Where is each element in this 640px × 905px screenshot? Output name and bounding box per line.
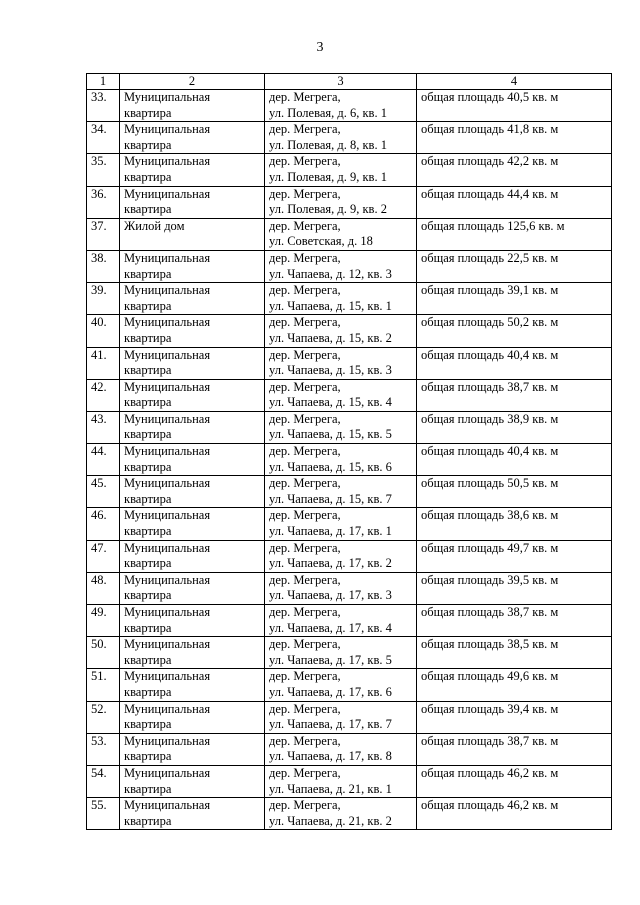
- area-cell: [417, 347, 612, 379]
- table-row: [87, 90, 612, 122]
- area-cell: [417, 701, 612, 733]
- row-number-cell: [87, 540, 120, 572]
- property-type-cell-line: Муниципальная: [124, 701, 211, 716]
- table-row: [87, 798, 612, 830]
- row-number-cell: [87, 154, 120, 186]
- property-type-cell: [120, 379, 265, 411]
- row-number-cell-line: 37.: [91, 218, 107, 233]
- property-type-cell-line: квартира: [124, 330, 172, 345]
- property-type-cell-line: Муниципальная: [124, 798, 211, 813]
- property-type-cell-line: квартира: [124, 169, 172, 184]
- area-cell-line: общая площадь 38,9 кв. м: [421, 411, 559, 426]
- row-number-cell-line: 44.: [91, 444, 107, 459]
- address-cell-line: дер. Мегрега,: [269, 540, 341, 555]
- row-number-cell: [87, 701, 120, 733]
- row-number-cell: [87, 798, 120, 830]
- property-type-cell: [120, 476, 265, 508]
- address-cell: [265, 669, 417, 701]
- area-cell-line: общая площадь 49,7 кв. м: [421, 540, 559, 555]
- property-type-cell: [120, 669, 265, 701]
- area-cell: [417, 444, 612, 476]
- table-row: [87, 765, 612, 797]
- table-body: [87, 90, 612, 830]
- address-cell-line: ул. Чапаева, д. 15, кв. 2: [269, 330, 392, 345]
- property-type-cell-line: квартира: [124, 684, 172, 699]
- row-number-cell: [87, 283, 120, 315]
- area-cell-line: общая площадь 39,5 кв. м: [421, 572, 559, 587]
- row-number-cell-line: 38.: [91, 250, 107, 265]
- row-number-cell-line: 35.: [91, 154, 107, 169]
- header-col-2: 2: [120, 74, 265, 90]
- property-type-cell: [120, 798, 265, 830]
- address-cell-line: дер. Мегрега,: [269, 315, 341, 330]
- address-cell: [265, 379, 417, 411]
- property-type-cell-line: Муниципальная: [124, 122, 211, 137]
- property-type-cell-line: Муниципальная: [124, 283, 211, 298]
- address-cell-line: дер. Мегрега,: [269, 508, 341, 523]
- property-type-cell-line: Муниципальная: [124, 379, 211, 394]
- property-type-cell-line: Муниципальная: [124, 733, 211, 748]
- address-cell: [265, 701, 417, 733]
- table-row: [87, 444, 612, 476]
- row-number-cell: [87, 572, 120, 604]
- address-cell-line: ул. Чапаева, д. 17, кв. 5: [269, 652, 392, 667]
- property-type-cell-line: квартира: [124, 137, 172, 152]
- address-cell-line: дер. Мегрега,: [269, 765, 341, 780]
- area-cell-line: общая площадь 125,6 кв. м: [421, 218, 565, 233]
- address-cell-line: дер. Мегрега,: [269, 444, 341, 459]
- property-type-cell-line: квартира: [124, 298, 172, 313]
- row-number-cell-line: 47.: [91, 540, 107, 555]
- header-col-3: 3: [265, 74, 417, 90]
- area-cell: [417, 605, 612, 637]
- row-number-cell-line: 45.: [91, 476, 107, 491]
- area-cell-line: общая площадь 50,2 кв. м: [421, 315, 559, 330]
- area-cell: [417, 154, 612, 186]
- property-type-cell: [120, 218, 265, 250]
- address-cell-line: ул. Чапаева, д. 15, кв. 7: [269, 491, 392, 506]
- address-cell: [265, 765, 417, 797]
- address-cell-line: ул. Чапаева, д. 12, кв. 3: [269, 266, 392, 281]
- table-row: [87, 476, 612, 508]
- table-row: [87, 250, 612, 282]
- property-type-cell-line: квартира: [124, 395, 172, 410]
- row-number-cell-line: 48.: [91, 572, 107, 587]
- row-number-cell: [87, 347, 120, 379]
- row-number-cell: [87, 476, 120, 508]
- property-type-cell-line: квартира: [124, 427, 172, 442]
- row-number-cell: [87, 733, 120, 765]
- property-type-cell: [120, 605, 265, 637]
- address-cell-line: дер. Мегрега,: [269, 90, 341, 104]
- row-number-cell-line: 53.: [91, 733, 107, 748]
- area-cell-line: общая площадь 41,8 кв. м: [421, 122, 559, 137]
- address-cell-line: дер. Мегрега,: [269, 605, 341, 619]
- address-cell: [265, 250, 417, 282]
- area-cell: [417, 315, 612, 347]
- row-number-cell-line: 33.: [91, 90, 107, 104]
- page-number: 3: [316, 40, 324, 55]
- area-cell-line: общая площадь 38,6 кв. м: [421, 508, 559, 523]
- property-type-cell: [120, 444, 265, 476]
- header-col-4: 4: [417, 74, 612, 90]
- address-cell-line: дер. Мегрега,: [269, 476, 341, 491]
- property-type-cell: [120, 572, 265, 604]
- table-row: [87, 154, 612, 186]
- address-cell-line: дер. Мегрега,: [269, 186, 341, 201]
- row-number-cell: [87, 315, 120, 347]
- table-row: [87, 637, 612, 669]
- row-number-cell-line: 54.: [91, 765, 107, 780]
- address-cell-line: дер. Мегрега,: [269, 733, 341, 748]
- property-type-cell: [120, 250, 265, 282]
- area-cell-line: общая площадь 44,4 кв. м: [421, 186, 559, 201]
- address-cell-line: дер. Мегрега,: [269, 122, 341, 137]
- address-cell-line: ул. Чапаева, д. 15, кв. 1: [269, 298, 392, 313]
- address-cell-line: дер. Мегрега,: [269, 669, 341, 684]
- header-row: [87, 74, 612, 90]
- property-type-cell-line: квартира: [124, 749, 172, 764]
- property-type-cell-line: квартира: [124, 363, 172, 378]
- address-cell-line: дер. Мегрега,: [269, 218, 341, 233]
- address-cell: [265, 572, 417, 604]
- property-type-cell-line: квартира: [124, 781, 172, 796]
- row-number-cell-line: 49.: [91, 605, 107, 619]
- row-number-cell: [87, 605, 120, 637]
- row-number-cell-line: 39.: [91, 283, 107, 298]
- address-cell-line: ул. Чапаева, д. 17, кв. 2: [269, 556, 392, 571]
- address-cell-line: дер. Мегрега,: [269, 154, 341, 169]
- address-cell: [265, 637, 417, 669]
- property-type-cell-line: квартира: [124, 105, 172, 120]
- address-cell-line: дер. Мегрега,: [269, 798, 341, 813]
- address-cell-line: ул. Чапаева, д. 17, кв. 4: [269, 620, 392, 635]
- area-cell: [417, 765, 612, 797]
- address-cell: [265, 508, 417, 540]
- address-cell: [265, 90, 417, 122]
- property-type-cell-line: Муниципальная: [124, 444, 211, 459]
- area-cell-line: общая площадь 40,4 кв. м: [421, 444, 559, 459]
- address-cell-line: дер. Мегрега,: [269, 572, 341, 587]
- address-cell-line: ул. Полевая, д. 9, кв. 1: [269, 169, 387, 184]
- area-cell: [417, 122, 612, 154]
- row-number-cell-line: 43.: [91, 411, 107, 426]
- table-row: [87, 411, 612, 443]
- address-cell: [265, 605, 417, 637]
- address-cell-line: дер. Мегрега,: [269, 637, 341, 652]
- row-number-cell: [87, 508, 120, 540]
- property-type-cell: [120, 765, 265, 797]
- table-row: [87, 379, 612, 411]
- area-cell-line: общая площадь 50,5 кв. м: [421, 476, 559, 491]
- address-cell-line: ул. Чапаева, д. 17, кв. 8: [269, 749, 392, 764]
- table-row: [87, 701, 612, 733]
- area-cell-line: общая площадь 39,4 кв. м: [421, 701, 559, 716]
- property-type-cell-line: Жилой дом: [124, 218, 185, 233]
- row-number-cell-line: 40.: [91, 315, 107, 330]
- row-number-cell-line: 46.: [91, 508, 107, 523]
- table-row: [87, 733, 612, 765]
- property-type-cell-line: Муниципальная: [124, 572, 211, 587]
- address-cell: [265, 218, 417, 250]
- address-cell: [265, 122, 417, 154]
- table-row: [87, 218, 612, 250]
- address-cell-line: дер. Мегрега,: [269, 283, 341, 298]
- row-number-cell-line: 52.: [91, 701, 107, 716]
- address-cell-line: ул. Чапаева, д. 17, кв. 6: [269, 684, 392, 699]
- property-type-cell-line: Муниципальная: [124, 605, 211, 619]
- address-cell-line: дер. Мегрега,: [269, 250, 341, 265]
- property-type-cell-line: квартира: [124, 459, 172, 474]
- property-type-cell-line: квартира: [124, 588, 172, 603]
- area-cell-line: общая площадь 38,7 кв. м: [421, 733, 559, 748]
- property-type-cell-line: квартира: [124, 491, 172, 506]
- area-cell: [417, 733, 612, 765]
- area-cell: [417, 476, 612, 508]
- row-number-cell-line: 51.: [91, 669, 107, 684]
- property-type-cell-line: Муниципальная: [124, 347, 211, 362]
- property-type-cell: [120, 90, 265, 122]
- property-type-cell: [120, 154, 265, 186]
- property-type-cell: [120, 540, 265, 572]
- property-type-cell-line: квартира: [124, 524, 172, 539]
- address-cell-line: ул. Чапаева, д. 17, кв. 3: [269, 588, 392, 603]
- address-cell-line: ул. Чапаева, д. 21, кв. 2: [269, 813, 392, 828]
- address-cell-line: ул. Полевая, д. 8, кв. 1: [269, 137, 387, 152]
- address-cell: [265, 540, 417, 572]
- address-cell-line: ул. Чапаева, д. 15, кв. 6: [269, 459, 392, 474]
- property-type-cell: [120, 733, 265, 765]
- area-cell-line: общая площадь 38,5 кв. м: [421, 637, 559, 652]
- property-type-cell: [120, 122, 265, 154]
- table-row: [87, 283, 612, 315]
- property-type-cell: [120, 701, 265, 733]
- property-type-cell-line: Муниципальная: [124, 637, 211, 652]
- area-cell: [417, 798, 612, 830]
- area-cell: [417, 250, 612, 282]
- property-type-cell-line: квартира: [124, 556, 172, 571]
- address-cell-line: ул. Советская, д. 18: [269, 234, 373, 249]
- area-cell: [417, 669, 612, 701]
- property-type-cell-line: Муниципальная: [124, 508, 211, 523]
- property-type-cell-line: Муниципальная: [124, 90, 211, 104]
- property-type-cell-line: Муниципальная: [124, 186, 211, 201]
- property-type-cell-line: Муниципальная: [124, 669, 211, 684]
- address-cell: [265, 733, 417, 765]
- property-type-cell-line: Муниципальная: [124, 250, 211, 265]
- row-number-cell: [87, 444, 120, 476]
- address-cell-line: ул. Чапаева, д. 15, кв. 3: [269, 363, 392, 378]
- row-number-cell: [87, 411, 120, 443]
- table-row: [87, 508, 612, 540]
- row-number-cell-line: 41.: [91, 347, 107, 362]
- address-cell-line: ул. Чапаева, д. 17, кв. 7: [269, 717, 392, 732]
- area-cell: [417, 572, 612, 604]
- area-cell: [417, 186, 612, 218]
- row-number-cell: [87, 90, 120, 122]
- area-cell: [417, 637, 612, 669]
- property-table: [86, 73, 612, 830]
- area-cell-line: общая площадь 49,6 кв. м: [421, 669, 559, 684]
- property-type-cell-line: квартира: [124, 652, 172, 667]
- table-row: [87, 572, 612, 604]
- address-cell: [265, 411, 417, 443]
- property-type-cell: [120, 637, 265, 669]
- property-type-cell: [120, 508, 265, 540]
- property-type-cell-line: квартира: [124, 813, 172, 828]
- address-cell-line: ул. Чапаева, д. 15, кв. 5: [269, 427, 392, 442]
- address-cell-line: дер. Мегрега,: [269, 379, 341, 394]
- address-cell: [265, 315, 417, 347]
- row-number-cell-line: 55.: [91, 798, 107, 813]
- property-type-cell-line: Муниципальная: [124, 154, 211, 169]
- property-type-cell-line: квартира: [124, 717, 172, 732]
- address-cell-line: ул. Полевая, д. 9, кв. 2: [269, 202, 387, 217]
- area-cell: [417, 508, 612, 540]
- row-number-cell-line: 42.: [91, 379, 107, 394]
- area-cell-line: общая площадь 46,2 кв. м: [421, 765, 559, 780]
- address-cell: [265, 444, 417, 476]
- property-type-cell: [120, 347, 265, 379]
- address-cell-line: ул. Чапаева, д. 15, кв. 4: [269, 395, 392, 410]
- address-cell: [265, 154, 417, 186]
- area-cell: [417, 218, 612, 250]
- header-col-1: 1: [87, 74, 120, 90]
- area-cell: [417, 540, 612, 572]
- property-type-cell: [120, 315, 265, 347]
- area-cell-line: общая площадь 40,5 кв. м: [421, 90, 559, 104]
- address-cell: [265, 476, 417, 508]
- row-number-cell: [87, 250, 120, 282]
- property-type-cell-line: квартира: [124, 266, 172, 281]
- address-cell-line: ул. Чапаева, д. 17, кв. 1: [269, 524, 392, 539]
- row-number-cell: [87, 186, 120, 218]
- property-type-cell: [120, 186, 265, 218]
- area-cell-line: общая площадь 46,2 кв. м: [421, 798, 559, 813]
- table-row: [87, 315, 612, 347]
- address-cell: [265, 186, 417, 218]
- area-cell: [417, 411, 612, 443]
- table-row: [87, 540, 612, 572]
- address-cell-line: ул. Чапаева, д. 21, кв. 1: [269, 781, 392, 796]
- address-cell-line: дер. Мегрега,: [269, 701, 341, 716]
- table-row: [87, 605, 612, 637]
- row-number-cell: [87, 765, 120, 797]
- row-number-cell: [87, 637, 120, 669]
- row-number-cell: [87, 379, 120, 411]
- row-number-cell: [87, 122, 120, 154]
- property-type-cell-line: Муниципальная: [124, 476, 211, 491]
- area-cell-line: общая площадь 42,2 кв. м: [421, 154, 559, 169]
- row-number-cell: [87, 669, 120, 701]
- area-cell-line: общая площадь 38,7 кв. м: [421, 605, 559, 619]
- property-type-cell-line: Муниципальная: [124, 765, 211, 780]
- address-cell: [265, 798, 417, 830]
- property-type-cell-line: квартира: [124, 620, 172, 635]
- table-row: [87, 122, 612, 154]
- property-type-cell: [120, 411, 265, 443]
- address-cell-line: дер. Мегрега,: [269, 411, 341, 426]
- row-number-cell-line: 34.: [91, 122, 107, 137]
- property-type-cell-line: Муниципальная: [124, 315, 211, 330]
- property-type-cell-line: квартира: [124, 202, 172, 217]
- area-cell: [417, 379, 612, 411]
- table-row: [87, 669, 612, 701]
- table-row: [87, 186, 612, 218]
- address-cell-line: дер. Мегрега,: [269, 347, 341, 362]
- area-cell-line: общая площадь 39,1 кв. м: [421, 283, 559, 298]
- row-number-cell-line: 50.: [91, 637, 107, 652]
- row-number-cell: [87, 218, 120, 250]
- address-cell: [265, 283, 417, 315]
- row-number-cell-line: 36.: [91, 186, 107, 201]
- area-cell: [417, 90, 612, 122]
- table-header: [87, 74, 612, 90]
- address-cell-line: ул. Полевая, д. 6, кв. 1: [269, 105, 387, 120]
- area-cell: [417, 283, 612, 315]
- area-cell-line: общая площадь 40,4 кв. м: [421, 347, 559, 362]
- property-type-cell-line: Муниципальная: [124, 540, 211, 555]
- area-cell-line: общая площадь 22,5 кв. м: [421, 250, 559, 265]
- table-row: [87, 347, 612, 379]
- area-cell-line: общая площадь 38,7 кв. м: [421, 379, 559, 394]
- property-type-cell-line: Муниципальная: [124, 411, 211, 426]
- property-type-cell: [120, 283, 265, 315]
- address-cell: [265, 347, 417, 379]
